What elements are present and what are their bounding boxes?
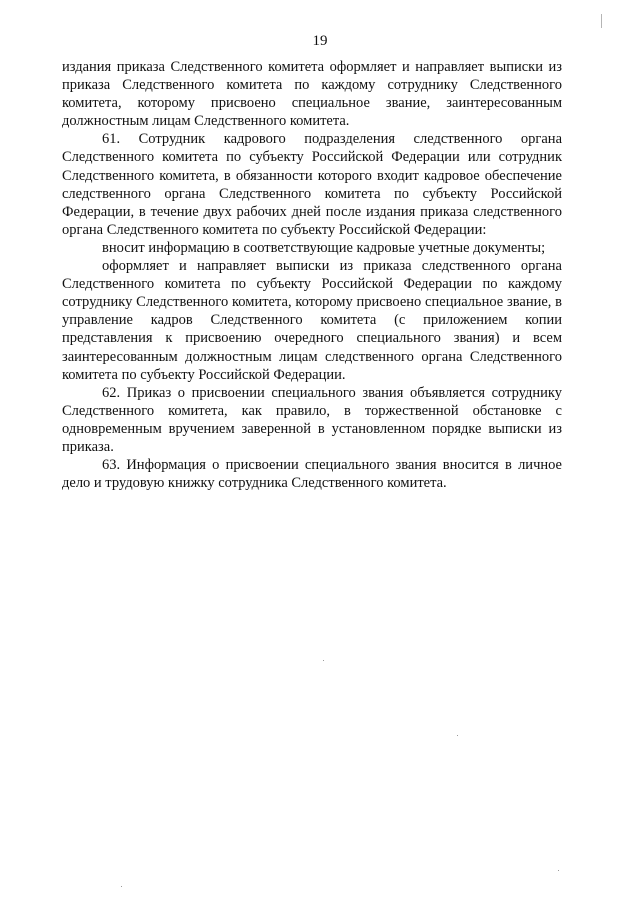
paragraph-61-item-extracts: оформляет и направляет выписки из приказа следственного органа Следственного комитета по субъекту Российской Федерации по каждому сотруднику Следственного комитета, которому присвоено специальное звание, в управление кадров Следственного комитета (с приложением копии представления к присвоению очередного специального звания) и всем заинтересованным должностным лицам следственного органа Следственного комитета по субъекту Российской Федерации. — [62, 258, 562, 383]
scan-speck — [457, 735, 458, 736]
paragraph-continuation: издания приказа Следственного комитета оформляет и направляет выписки из приказа Следственного комитета по каждому сотруднику Следственного комитета, которому присвоено специальное звание, заинтересованным должностным лицам Следственного комитета. — [62, 59, 562, 130]
page-number: 19 — [312, 33, 328, 49]
scan-speck — [558, 870, 559, 871]
document-body — [62, 58, 562, 492]
scan-speck — [121, 886, 122, 887]
scan-edge-mark — [601, 14, 602, 28]
paragraph-61-item-records: вносит информацию в соответствующие кадровые учетные документы; — [102, 239, 546, 256]
paragraph-63: 63. Информация о присвоении специального звания вносится в личное дело и трудовую книжку сотрудника Следственного комитета. — [62, 457, 562, 492]
paragraph-61: 61. Сотрудник кадрового подразделения следственного органа Следственного комитета по субъекту Российской Федерации или сотрудник Следственного комитета, в обязанности которого входит кадровое обеспечение следственного органа Следственного комитета по субъекту Российской Федерации, в течение двух рабочих дней после издания приказа следственного органа Следственного комитета по субъекту Российской Федерации: — [62, 131, 562, 238]
paragraph-62: 62. Приказ о присвоении специального звания объявляется сотруднику Следственного комитета, как правило, в торжественной обстановке с одновременным вручением заверенной в установленном порядке выписки из приказа. — [62, 384, 562, 455]
scan-speck — [323, 660, 324, 661]
